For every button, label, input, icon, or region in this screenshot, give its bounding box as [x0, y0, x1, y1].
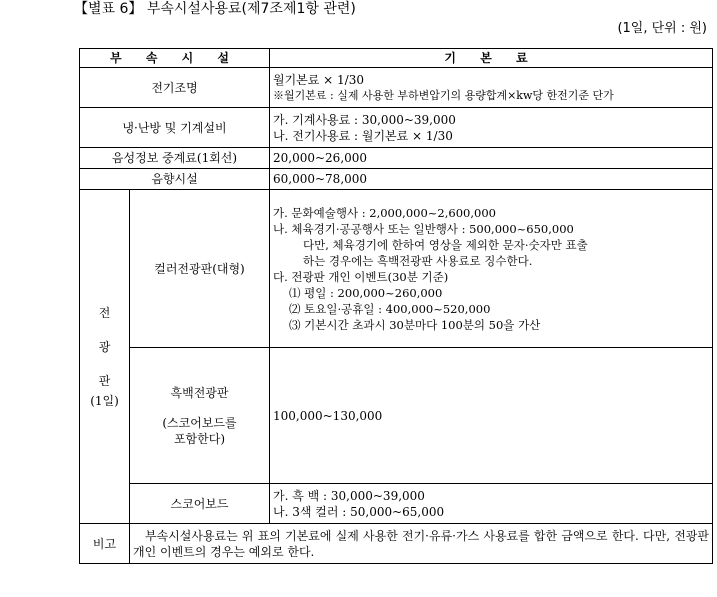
mono-sub-label-1: (스코어보드를	[162, 415, 237, 430]
row-label-lighting: 전기조명	[80, 68, 270, 108]
header-basic-fee: 기 본 료	[270, 49, 713, 68]
mono-sub-label-2: 포함한다)	[173, 431, 226, 446]
row-label-color-board: 컬러전광판(대형)	[130, 190, 270, 348]
color-line-6: ⑴ 평일 : 200,000~260,000	[289, 285, 443, 300]
row-value-sound: 60,000~78,000	[270, 169, 713, 190]
unit-note: (1일, 단위 : 원)	[617, 21, 707, 36]
table-row	[80, 148, 713, 169]
header-facility: 부 속 시 설	[80, 49, 270, 68]
side-char-3: 판	[98, 373, 111, 388]
color-line-1: 가. 문화예술행사 : 2,000,000~2,600,000	[273, 205, 496, 220]
color-line-2: 나. 체육경기·공공행사 또는 일반행사 : 500,000~650,000	[273, 221, 574, 236]
row-value-scoreboard	[270, 484, 713, 524]
board-side-label	[80, 190, 130, 524]
row-value-color-board	[270, 190, 713, 348]
table-row	[80, 484, 713, 524]
row-value-relay: 20,000~26,000	[270, 148, 713, 169]
page-title: 【별표 6】 부속시설사용료(제7조제1항 관련)	[74, 1, 356, 17]
table-row	[80, 108, 713, 148]
row-label-sound: 음향시설	[80, 169, 270, 190]
color-line-8: ⑶ 기본시간 초과시 30분마다 100분의 50을 가산	[289, 317, 541, 332]
table-row	[80, 169, 713, 190]
row-value-hvac	[270, 108, 713, 148]
score-line-1: 가. 흑 백 : 30,000~39,000	[273, 488, 425, 503]
row-label-hvac: 냉·난방 및 기계설비	[80, 108, 270, 148]
lighting-line-2: ※월기본료 : 실제 사용한 부하변압기의 용량합계×kw당 한전기준 단가	[273, 88, 614, 102]
mono-label: 흑백전광판	[170, 385, 229, 400]
row-value-lighting	[270, 68, 713, 108]
lighting-line-1: 월기본료 × 1/30	[273, 72, 364, 87]
color-line-5: 다. 전광판 개인 이벤트(30분 기준)	[273, 269, 449, 284]
hvac-line-1: 가. 기계사용료 : 30,000~39,000	[273, 112, 456, 127]
row-label-note: 비고	[80, 524, 130, 564]
row-label-relay: 음성정보 중계료(1회선)	[80, 148, 270, 169]
side-char-1: 전	[98, 305, 111, 320]
color-line-7: ⑵ 토요일·공휴일 : 400,000~520,000	[289, 301, 491, 316]
table-row	[80, 524, 713, 564]
table-header-row	[80, 49, 713, 68]
hvac-line-2: 나. 전기사용료 : 월기본료 × 1/30	[273, 128, 453, 143]
table-row	[80, 190, 713, 348]
side-char-2: 광	[98, 339, 111, 354]
side-char-4: (1일)	[90, 393, 119, 408]
row-value-note: 부속시설사용료는 위 표의 기본료에 실제 사용한 전기·유류·가스 사용료를 합한 금액으로 한다. 다만, 전광판 개인 이벤트의 경우는 예외로 한다.	[130, 524, 713, 564]
table-row	[80, 348, 713, 484]
row-label-mono-board	[130, 348, 270, 484]
score-line-2: 나. 3색 컬러 : 50,000~65,000	[273, 504, 445, 519]
color-line-3: 다만, 체육경기에 한하여 영상을 제외한 문자·숫자만 표출	[303, 237, 588, 252]
row-label-scoreboard: 스코어보드	[130, 484, 270, 524]
row-value-mono-board: 100,000~130,000	[270, 348, 713, 484]
table-row	[80, 68, 713, 108]
fee-table	[79, 48, 713, 564]
color-line-4: 하는 경우에는 흑백전광판 사용료로 징수한다.	[303, 253, 533, 268]
